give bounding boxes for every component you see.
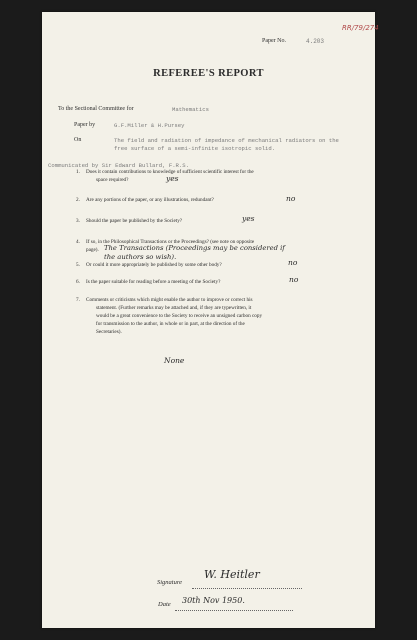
on-label: On [74,137,82,143]
paper-no-label: Paper No. [262,38,286,44]
date-label: Date [158,601,171,608]
question-number: 5. [76,262,80,268]
question-number: 3. [76,218,80,224]
committee-label: To the Sectional Committee for [58,106,134,112]
question-text-cont: statement. (Further remarks may be attached and, if they are typewritten, it [96,305,252,311]
communicated-by: Communicated by Sir Edward Bullard, F.R.S. [48,162,189,169]
question-text-cont: Secretaries). [96,329,122,335]
paper-no-value: 4.203 [306,38,325,45]
question-number: 4. [76,239,80,245]
question-text: Should the paper be published by the Society? [86,218,183,224]
report-sheet [42,12,379,628]
question-text-cont: space required? [96,177,129,183]
answer-handwritten: no [286,194,296,203]
answer-handwritten: None [164,356,185,365]
answer-handwritten: no [288,258,298,267]
question-text: Comments or criticisms which might enable the author to improve or correct his [86,297,253,303]
question-text: Or could it more appropriately be published by some other body? [86,262,222,268]
date-line [175,610,293,611]
answer-handwritten-cont: the authors so wish). [104,253,177,261]
question-text-cont: would be a great convenience to the Society to receive an unsigned carbon copy [96,313,263,319]
answer-handwritten: The Transactions (Proceedings may be considered if [104,244,285,252]
on-line-2: free surface of a semi-infinite isotropic solid. [114,145,276,152]
answer-handwritten: yes [242,214,255,223]
reference-number: RR/79/274 [342,24,379,32]
page-title: REFEREE'S REPORT [153,68,264,79]
signature-label: Signature [157,579,183,586]
paper-by-label: Paper by [74,122,96,128]
committee-value: Mathematics [172,106,209,113]
question-text: If so, in the Philosophical Transactions or the Proceedings? (see note on opposite [86,239,255,245]
on-line-1: The field and radiation of impedance of mechanical radiators on the [114,137,339,144]
question-number: 6. [76,279,80,285]
signature-line [192,588,302,589]
answer-handwritten: yes [166,174,179,183]
answer-handwritten: no [289,275,299,284]
question-text: Does it contain contributions to knowledge of sufficient scientific interest for the [86,169,254,175]
paper-by-value: G.F.Miller & H.Pursey [114,122,185,129]
question-text: Are any portions of the paper, or any illustrations, redundant? [86,197,214,203]
question-number: 1. [76,169,80,175]
question-text-cont: for transmission to the author, in whole or in part, at the direction of the [96,321,245,327]
question-text: Is the paper suitable for reading before a meeting of the Society? [86,279,221,285]
question-number: 2. [76,197,80,203]
question-number: 7. [76,297,80,303]
question-text-cont: page). [86,247,99,253]
date-value: 30th Nov 1950. [182,596,245,605]
signature-value: W. Heitler [204,568,260,581]
